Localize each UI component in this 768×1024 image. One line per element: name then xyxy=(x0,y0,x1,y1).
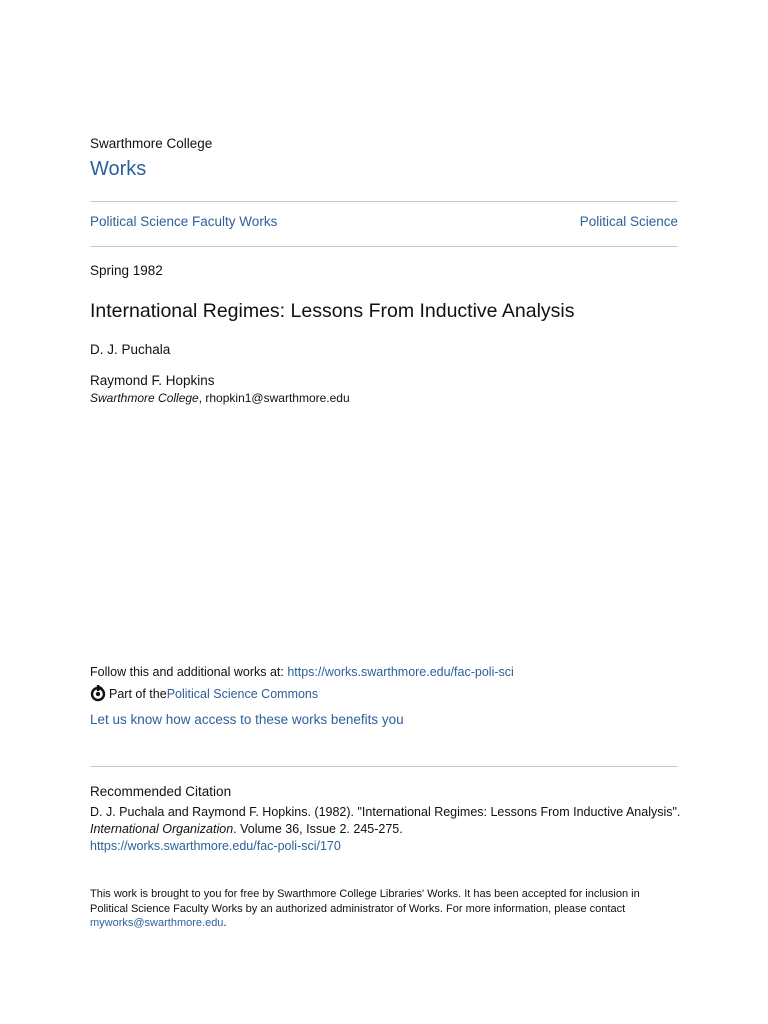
network-commons-icon xyxy=(90,684,106,700)
publication-date: Spring 1982 xyxy=(90,263,163,278)
footer-end: . xyxy=(223,917,227,929)
cover-page xyxy=(90,0,681,1024)
author-2-affiliation xyxy=(90,391,350,405)
citation-divider xyxy=(90,766,678,767)
article-title: International Regimes: Lessons From Inductive Analysis xyxy=(90,300,575,322)
benefits-link[interactable]: Let us know how access to these works benefits you xyxy=(90,712,404,727)
journal-name: International Organization xyxy=(90,822,234,836)
citation-details: . Volume 36, Issue 2. 245-275. xyxy=(233,822,403,836)
affiliation-separator: , xyxy=(198,391,206,405)
follow-label: Follow this and additional works at: xyxy=(90,665,288,679)
footer-text: This work is brought to you for free by Swarthmore College Libraries' Works. It has been accepted for inclusion in Political Science Faculty Works by an authorized administrator of Works. For more information, please contact xyxy=(90,888,640,915)
citation-url-link[interactable]: https://works.swarthmore.edu/fac-poli-sci/170 xyxy=(90,839,341,853)
repository-link[interactable]: Works xyxy=(90,158,147,180)
follow-url-link[interactable]: https://works.swarthmore.edu/fac-poli-sci xyxy=(287,665,514,679)
citation-line-1: D. J. Puchala and Raymond F. Hopkins. (1982). "International Regimes: Lessons From Inductive Analysis". xyxy=(90,805,681,819)
follow-line xyxy=(90,665,514,679)
collection-link[interactable]: Political Science Faculty Works xyxy=(90,214,278,229)
citation-text xyxy=(90,804,690,855)
citation-line-2 xyxy=(90,821,690,838)
part-of-line xyxy=(90,687,318,701)
contact-email-link[interactable]: myworks@swarthmore.edu xyxy=(90,917,224,929)
citation-heading: Recommended Citation xyxy=(90,784,232,799)
author-2: Raymond F. Hopkins xyxy=(90,373,215,388)
series-divider xyxy=(90,246,678,247)
part-of-label: Part of the xyxy=(109,687,167,701)
top-divider xyxy=(90,201,678,202)
department-link[interactable]: Political Science xyxy=(579,214,678,229)
institution-name: Swarthmore College xyxy=(90,136,213,151)
affiliation-name: Swarthmore College xyxy=(90,391,199,405)
author-2-email: rhopkin1@swarthmore.edu xyxy=(205,391,350,405)
author-1: D. J. Puchala xyxy=(90,342,171,357)
footer-notice xyxy=(90,887,680,931)
commons-link[interactable]: Political Science Commons xyxy=(166,687,319,701)
